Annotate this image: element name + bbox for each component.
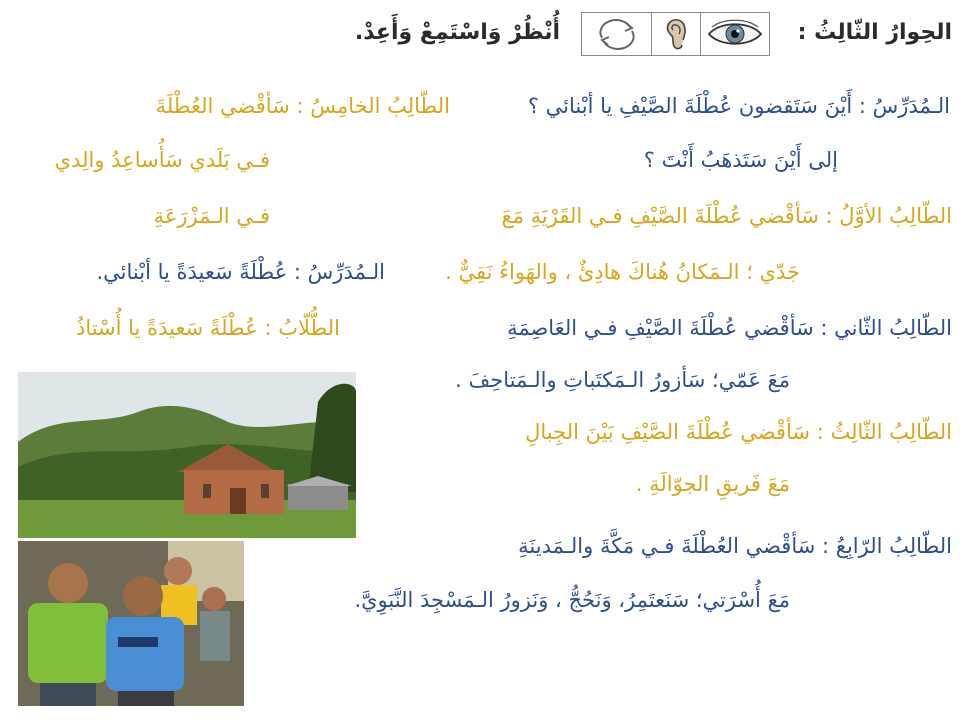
dialogue-line-5: الطّالِبُ الثّاني : سَأقْضي عُطْلَةَ الصَّيْفِ فـي العَاصِمَةِ bbox=[507, 316, 952, 340]
dialogue-line-10: مَعَ أُسْرَتي؛ سَنَعتَمِرُ، وَنَحُجُّ ، وَنَزورُ الـمَسْجِدَ النَّبَوِيَّ. bbox=[354, 588, 790, 612]
students-photo bbox=[18, 541, 244, 706]
village-house-photo bbox=[18, 372, 356, 538]
left-line-2: فـي بَلَدي سَأُساعِدُ والِدي bbox=[54, 148, 270, 172]
activity-icons bbox=[581, 12, 770, 56]
page-title: الحِوارُ الثّالِثُ : bbox=[797, 20, 952, 45]
ear-icon bbox=[651, 13, 699, 55]
left-line-5: الطُّلّابُ : عُطْلَةً سَعيدَةً يا أُسْتاذُ bbox=[75, 316, 340, 340]
dialogue-line-1: الـمُدَرِّسُ : أَيْنَ سَتَقضون عُطْلَةَ الصَّيْفِ يا أبْنائي ؟ bbox=[527, 94, 950, 118]
left-line-1: الطّالِبُ الخامِسُ : سَأقْضي العُطْلَةَ bbox=[155, 94, 450, 118]
dialogue-line-9: الطّالِبُ الرّابِعُ : سَأقْضي العُطْلَةَ فـي مَكَّةَ والـمَدينَةِ bbox=[518, 534, 952, 558]
dialogue-line-4: جَدّي ؛ الـمَكانُ هُناكَ هادِئٌ ، والهَواءُ نَقِيٌّ . bbox=[445, 260, 800, 284]
left-line-3: فـي الـمَزْرَعَةِ bbox=[153, 204, 270, 228]
eye-icon bbox=[700, 13, 769, 55]
instruction-text: أُنْظُرْ وَاسْتَمِعْ وَأَعِدْ. bbox=[354, 20, 560, 45]
repeat-arrows-icon bbox=[582, 13, 651, 55]
dialogue-line-6: مَعَ عَمّي؛ سَأزورُ الـمَكتَباتِ والـمَتاحِفَ . bbox=[455, 368, 790, 392]
dialogue-line-3: الطّالِبُ الأوَّلُ : سَأقْضي عُطْلَةَ الصَّيْفِ فـي القَرْيَةِ مَعَ bbox=[501, 204, 952, 228]
dialogue-line-2: إلى أَيْنَ سَتَذهَبُ أَنْتَ ؟ bbox=[643, 148, 838, 172]
dialogue-line-7: الطّالِبُ الثّالِثُ : سَأقْضي عُطْلَةَ الصَّيْفِ بَيْنَ الجِبالِ bbox=[525, 420, 952, 444]
left-line-4: الـمُدَرِّسُ : عُطْلَةً سَعيدَةً يا أبْنائي. bbox=[96, 260, 385, 284]
dialogue-line-8: مَعَ فَريقِ الجوّالَةِ . bbox=[635, 472, 790, 496]
